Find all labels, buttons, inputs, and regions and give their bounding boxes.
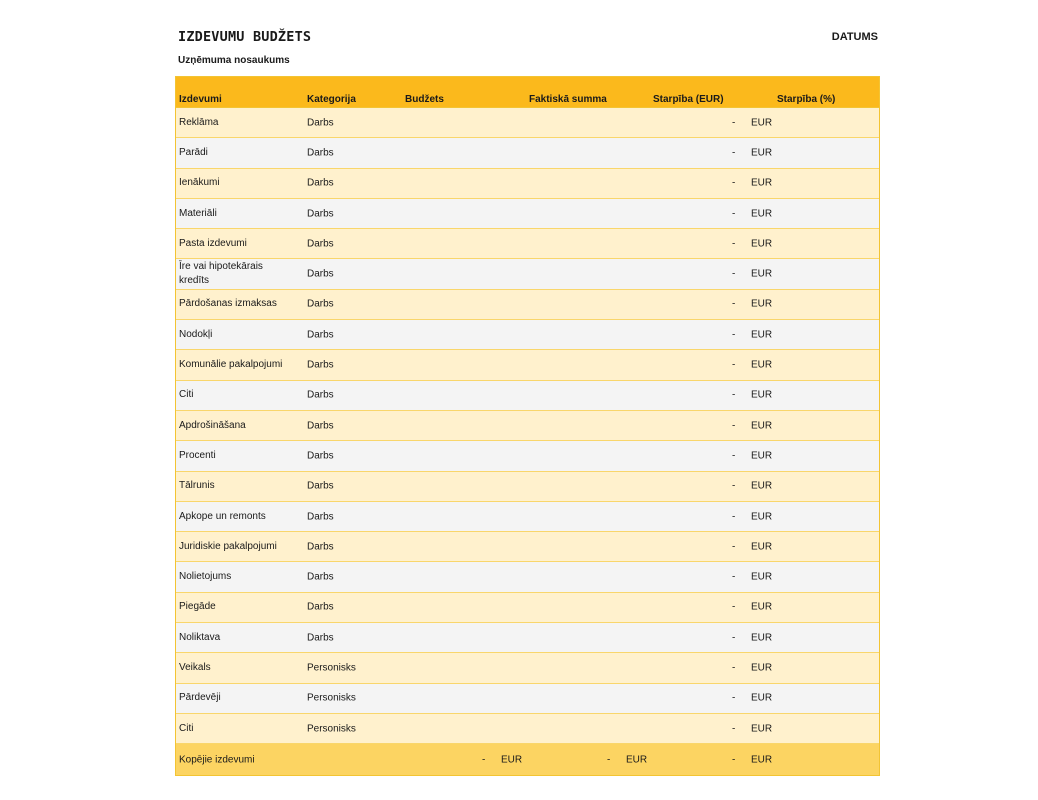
date-label[interactable]: DATUMS [831,31,878,43]
table-row [176,532,879,562]
expense-cell[interactable]: Apkope un remonts [179,510,266,522]
col-header-diff-eur: Starpība (EUR) [653,94,724,105]
diff-dash-cell[interactable]: - [732,601,736,613]
table-row [176,108,879,138]
category-cell[interactable]: Darbs [307,541,334,553]
category-cell[interactable]: Darbs [307,480,334,492]
diff-dash-cell[interactable]: - [732,147,736,159]
table-body [176,108,879,744]
diff-currency-cell[interactable]: EUR [751,480,773,492]
category-cell[interactable]: Darbs [307,359,334,371]
table-row [176,350,879,380]
total-actual-currency: EUR [626,754,648,766]
category-cell[interactable]: Darbs [307,632,334,644]
col-header-expenses: Izdevumi [179,94,222,105]
diff-dash-cell[interactable]: - [732,177,736,189]
diff-currency-cell[interactable]: EUR [751,511,773,522]
diff-dash-cell[interactable]: - [732,359,736,371]
category-cell[interactable]: Darbs [307,420,334,432]
diff-currency-cell[interactable]: EUR [751,298,773,310]
diff-dash-cell[interactable]: - [732,420,736,432]
diff-currency-cell[interactable]: EUR [751,601,773,613]
table-row [176,138,879,168]
category-cell[interactable]: Darbs [307,268,334,280]
diff-dash-cell[interactable]: - [732,571,736,583]
total-diff-currency: EUR [751,754,773,766]
expense-cell[interactable]: Pārdošanas izmaksas [179,298,277,310]
diff-currency-cell[interactable]: EUR [751,723,773,735]
expense-cell[interactable]: Juridiskie pakalpojumi [179,540,277,552]
diff-currency-cell[interactable]: EUR [751,692,773,704]
expense-cell[interactable]: Nolietojums [179,571,232,583]
diff-dash-cell[interactable]: - [732,480,736,492]
diff-currency-cell[interactable]: EUR [751,359,773,371]
category-cell[interactable]: Darbs [307,571,334,583]
budget-table [175,76,880,776]
table-row [176,259,879,289]
expense-cell[interactable]: Komunālie pakalpojumi [179,359,283,371]
company-name[interactable]: Uzņēmuma nosaukums [178,55,290,66]
category-cell[interactable]: Darbs [307,329,334,341]
expense-cell[interactable]: Apdrošināšana [179,419,246,431]
table-row [176,653,879,683]
total-budget-dash: - [482,754,486,766]
expense-cell[interactable]: Veikals [179,661,211,673]
diff-dash-cell[interactable]: - [732,329,736,341]
diff-currency-cell[interactable]: EUR [751,389,773,401]
total-row [176,744,879,775]
expense-cell[interactable]: Materiāli [179,207,217,219]
diff-dash-cell[interactable]: - [732,723,736,735]
diff-currency-cell[interactable]: EUR [751,268,773,280]
category-cell[interactable]: Darbs [307,117,334,129]
table-row [176,381,879,411]
diff-currency-cell[interactable]: EUR [751,662,773,674]
category-cell[interactable]: Darbs [307,511,334,522]
category-cell[interactable]: Darbs [307,177,334,189]
category-cell[interactable]: Darbs [307,450,334,462]
expense-cell[interactable]: Ienākumi [179,177,220,189]
total-actual-dash: - [607,754,611,766]
table-row [176,411,879,441]
diff-currency-cell[interactable]: EUR [751,208,773,220]
table-row [176,593,879,623]
expense-cell[interactable]: Citi [179,722,194,734]
col-header-actual: Faktiskā summa [529,94,607,105]
expense-cell[interactable]: Pārdevēji [179,692,221,704]
diff-currency-cell[interactable]: EUR [751,147,773,159]
total-diff-dash: - [732,754,736,766]
diff-dash-cell[interactable]: - [732,692,736,704]
diff-currency-cell[interactable]: EUR [751,571,773,583]
category-cell[interactable]: Darbs [307,208,334,220]
table-row [176,229,879,259]
diff-dash-cell[interactable]: - [732,268,736,280]
category-cell[interactable]: Darbs [307,147,334,159]
table-row [176,472,879,502]
category-cell[interactable]: Darbs [307,238,334,250]
diff-dash-cell[interactable]: - [732,117,736,129]
diff-dash-cell[interactable]: - [732,541,736,553]
table-row [176,562,879,592]
table-row [176,502,879,532]
diff-currency-cell[interactable]: EUR [751,450,773,462]
page-title: IZDEVUMU BUDŽETS [178,29,312,45]
diff-dash-cell[interactable]: - [732,298,736,310]
diff-currency-cell[interactable]: EUR [751,632,773,644]
diff-currency-cell[interactable]: EUR [751,329,773,341]
expense-cell[interactable]: Noliktava [179,631,221,643]
category-cell[interactable]: Personisks [307,662,356,674]
expense-cell[interactable]: Procenti [179,449,216,461]
category-cell[interactable]: Darbs [307,389,334,401]
diff-dash-cell[interactable]: - [732,208,736,220]
diff-dash-cell[interactable]: - [732,662,736,674]
diff-currency-cell[interactable]: EUR [751,117,773,129]
category-cell[interactable]: Personisks [307,692,356,704]
table-row [176,290,879,320]
col-header-category: Kategorija [307,94,356,105]
table-row [176,714,879,744]
diff-currency-cell[interactable]: EUR [751,238,773,250]
col-header-budget: Budžets [405,94,444,105]
expense-cell[interactable]: Parādi [179,146,208,158]
table-row [176,199,879,229]
table-row [176,441,879,471]
diff-dash-cell[interactable]: - [732,632,736,644]
expense-cell[interactable]: Tālrunis [179,480,215,492]
expense-cell[interactable]: Reklāma [179,116,219,128]
diff-dash-cell[interactable]: - [732,511,736,522]
expense-cell[interactable]: Nodokļi [179,328,213,340]
table-header [176,77,879,108]
category-cell[interactable]: Personisks [307,723,356,735]
table-row [176,623,879,653]
diff-currency-cell[interactable]: EUR [751,420,773,432]
diff-currency-cell[interactable]: EUR [751,541,773,553]
expense-cell[interactable]: Citi [179,389,194,401]
diff-dash-cell[interactable]: - [732,389,736,401]
category-cell[interactable]: Darbs [307,601,334,613]
table-row [176,169,879,199]
diff-dash-cell[interactable]: - [732,450,736,462]
expense-cell[interactable]: Piegāde [179,601,216,613]
total-label: Kopējie izdevumi [179,754,255,766]
diff-currency-cell[interactable]: EUR [751,177,773,189]
col-header-diff-pct: Starpība (%) [777,94,836,105]
diff-dash-cell[interactable]: - [732,238,736,250]
table-row [176,684,879,714]
table-row [176,320,879,350]
expense-cell[interactable]: Pasta izdevumi [179,237,247,249]
category-cell[interactable]: Darbs [307,298,334,310]
expense-cell[interactable]: Īre vai hipotekārais kredīts [179,261,263,287]
total-budget-currency: EUR [501,754,523,766]
